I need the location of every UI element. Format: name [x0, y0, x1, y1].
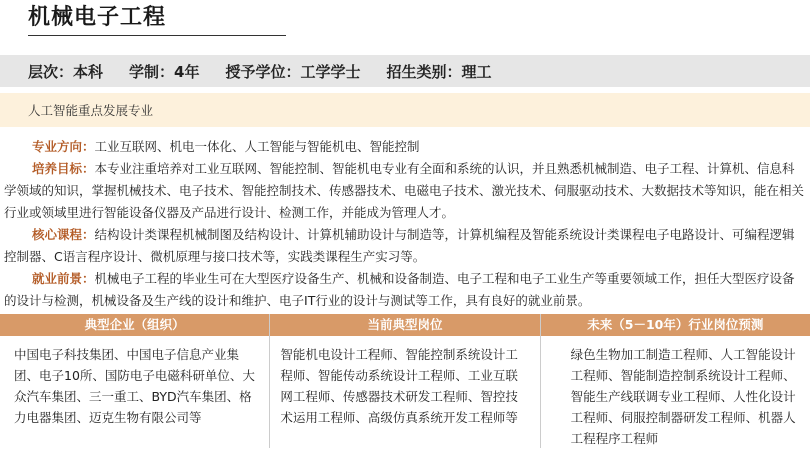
- table-header-future-jobs: 未来（5－10年）行业岗位预测: [541, 314, 810, 336]
- courses-label: 核心课程：: [32, 227, 95, 242]
- direction-label: 专业方向：: [32, 139, 95, 154]
- meta-duration: 学制：4年: [129, 62, 200, 81]
- prospects-text: 机械电子工程的毕业生可在大型医疗设备生产、机械和设备制造、电子工程和电子工业生产等重要领域工作，担任大型医疗设备的设计与检测，机械设备及生产线的设计和维护、电子IT行业的设计与测试等工作，具有良好的就业前景。: [4, 271, 795, 308]
- objective-label: 培养目标：: [32, 161, 95, 176]
- meta-level: 层次：本科: [28, 62, 104, 81]
- highlight-text: 人工智能重点发展专业: [28, 103, 154, 118]
- meta-degree: 授予学位：工学学士: [225, 62, 361, 81]
- table-column-current-jobs: [269, 314, 539, 448]
- table-cell-current-jobs: 智能机电设计工程师、智能控制系统设计工程师、智能传动系统设计工程师、工业互联网工程师、传感器技术研发工程师、智控技术运用工程师、高级仿真系统开发工程师等: [270, 336, 539, 448]
- table-cell-future-jobs: 绿色生物加工制造工程师、人工智能设计工程师、智能制造控制系统设计工程师、智能生产线联调专业工程师、人性化设计工程师、伺服控制器研发工程师、机器人工程程序工程师: [541, 336, 810, 448]
- courses-paragraph: [4, 224, 804, 268]
- table-column-companies: [0, 314, 269, 448]
- direction-paragraph: [4, 136, 804, 158]
- objective-text: 本专业注重培养对工业互联网、智能控制、智能机电专业有全面和系统的认识，并且熟悉机械制造、电子工程、计算机、信息科学领域的知识，掌握机械技术、电子技术、智能控制技术、传感器技术、电磁电子技术、激光技术、伺服驱动技术、大数据技术等知识，能在相关行业或领域里进行智能设备仪器及产品进行设计、检测工作，并能成为管理人才。: [4, 161, 805, 220]
- table-header-current-jobs: 当前典型岗位: [270, 314, 539, 336]
- courses-text: 结构设计类课程机械制图及结构设计、计算机辅助设计与制造等，计算机编程及智能系统设计类课程电子电路设计、可编程逻辑控制器、C语言程序设计、微机原理与接口技术等，实践类课程生产实习等。: [4, 227, 795, 264]
- meta-bar: [0, 55, 810, 87]
- description-body: [4, 136, 804, 312]
- career-table: [0, 314, 810, 448]
- page-title: 机械电子工程: [28, 5, 167, 30]
- table-header-companies: 典型企业（组织）: [0, 314, 269, 336]
- meta-category: 招生类别：理工: [386, 62, 492, 81]
- highlight-bar: [0, 93, 810, 127]
- objective-paragraph: [4, 158, 804, 224]
- table-cell-companies: 中国电子科技集团、中国电子信息产业集团、电子10所、国防电子电磁科研单位、大众汽车集团、三一重工、BYD汽车集团、格力电器集团、迈克生物有限公司等: [0, 336, 269, 448]
- title-block: [28, 4, 286, 36]
- prospects-paragraph: [4, 268, 804, 312]
- table-column-future-jobs: [540, 314, 810, 448]
- prospects-label: 就业前景：: [32, 271, 95, 286]
- direction-text: 工业互联网、机电一体化、人工智能与智能机电、智能控制: [94, 139, 420, 154]
